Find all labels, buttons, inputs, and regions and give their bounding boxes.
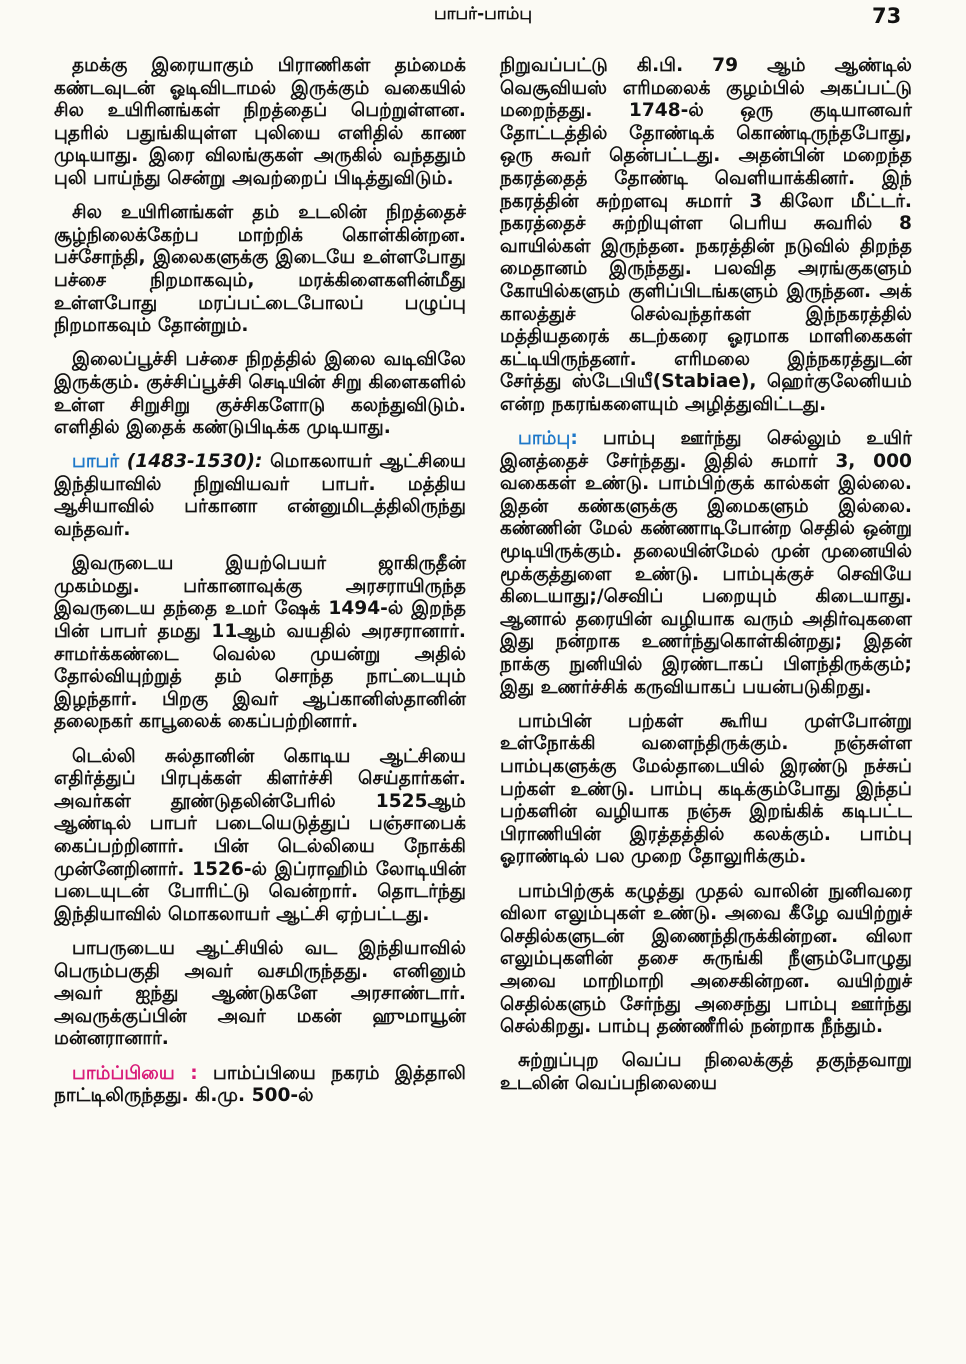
paragraph-snake-temperature: சுற்றுப்புற வெப்ப நிலைக்குத் தகுந்தவாறு உடலின் வெப்பநிலையை — [500, 1050, 912, 1094]
paragraph-prey-camouflage: தமக்கு இரையாகும் பிராணிகள் தம்மைக் கண்டவுடன் ஓடிவிடாமல் இருக்கும் வகையில் சில உயிரினங்கள் நிறத்தைப் பெற்றுள்ளன. புதரில் பதுங்கியுள்ள புலியை எளிதில் காண முடியாது. இரை விலங்குகள் அருகில் வந்ததும் புலி பாய்ந்து சென்று அவற்றைப் பிடித்துவிடும். — [54, 55, 466, 189]
entry-babar — [54, 451, 466, 541]
paragraph-babar-early-life: இவருடைய இயற்பெயர் ஜாகிருதீன் முகம்மது. பர்கானாவுக்கு அரசராயிருந்த இவருடைய தந்தை உமர் ஷேக் 1494-ல் இறந்த பின் பாபர் தமது 11ஆம் வயதில் அரசரானார். சாமர்க்கண்டை வெல்ல முயன்று அதில் தோல்வியுற்றுத் தம் சொந்த நாட்டையும் இழந்தார். பிறகு இவர் ஆப்கானிஸ்தானின் தலைநகர் காபூலைக் கைப்பற்றினார். — [54, 553, 466, 733]
paragraph-babar-conquest: டெல்லி சுல்தானின் கொடிய ஆட்சியை எதிர்த்துப் பிரபுக்கள் கிளர்ச்சி செய்தார்கள். அவர்கள் தூண்டுதலின்பேரில் 1525ஆம் ஆண்டில் பாபர் படையெடுத்துப் பஞ்சாபைக் கைப்பற்றினார். பின் டெல்லியை நோக்கி முன்னேறினார். 1526-ல் இப்ராஹிம் லோடியின் படையுடன் போரிட்டு வென்றார். தொடர்ந்து இந்தியாவில் மொகலாயர் ஆட்சி ஏற்பட்டது. — [54, 745, 466, 925]
paragraph-babar-rule: பாபருடைய ஆட்சியில் வட இந்தியாவில் பெரும்பகுதி அவர் வசமிருந்தது. எனினும் அவர் ஐந்து ஆண்டுகளே அரசாண்டார். அவருக்குப்பின் அவர் மகன் ஹுமாயூன் மன்னரானார். — [54, 937, 466, 1050]
page-number: 73 — [872, 4, 902, 28]
snake-intro-text: பாம்பு ஊர்ந்து செல்லும் உயிர் இனத்தைச் சேர்ந்தது. இதில் சுமார் 3, 000 வகைகள் உண்டு. பாம்பிற்குக் கால்கள் இல்லை. இதன் கண்களுக்கு இமைகளும் இல்லை. கண்ணின் மேல் கண்ணாடிபோன்ற செதில் ஒன்று மூடியிருக்கும். தலையின்மேல் முன் முனையில் மூக்குத்துளை உண்டு. பாம்புக்குச் செவியே கிடையாது;/செவிப் பறையும் கிடையாது. ஆனால் தரையின் வழியாக வரும் அதிர்வுகளை இது நன்றாக உணர்ந்துகொள்கின்றது; இதன் நாக்கு நுனியில் இரண்டாகப் பிளந்திருக்கும்; இது உணர்ச்சிக் கருவியாகப் பயன்படுகிறது. — [500, 428, 912, 698]
left-column — [54, 55, 466, 1119]
entry-heading-snake: பாம்பு: — [518, 428, 578, 450]
entry-pompeii — [54, 1063, 466, 1108]
running-header-title: பாபர்-பாம்பு — [434, 4, 532, 24]
paragraph-snake-ribs: பாம்பிற்குக் கழுத்து முதல் வாலின் நுனிவரை விலா எலும்புகள் உண்டு. அவை கீழே வயிற்றுச் செதில்களுடன் இணைந்திருக்கின்றன. விலா எலும்புகளின் தசை சுருங்கி நீளும்போழுது அவை மாறிமாறி அசைகின்றன. வயிற்றுச் செதில்களும் சேர்ந்து அசைந்து பாம்பு ஊர்ந்து செல்கிறது. பாம்பு தண்ணீரில் நன்றாக நீந்தும். — [500, 880, 912, 1038]
pompeii-intro-text: பாம்ப்பியை நகரம் இத்தாலி நாட்டிலிருந்தது. கி.மு. 500-ல் — [54, 1062, 466, 1107]
entry-heading-pompeii: பாம்ப்பியை : — [72, 1062, 198, 1084]
paragraph-chameleon: சில உயிரினங்கள் தம் உடலின் நிறத்தைச் சூழ்நிலைக்கேற்ப மாற்றிக் கொள்கின்றன. பச்சோந்தி, இலைகளுக்கு இடையே உள்ளபோது பச்சை நிறமாகவும், மரக்கிளைகளின்மீது உள்ளபோது மரப்பட்டைபோலப் பழுப்பு நிறமாகவும் தோன்றும். — [54, 202, 466, 337]
babar-intro-text: மொகலாயர் ஆட்சியை இந்தியாவில் நிறுவியவர் பாபர். மத்திய ஆசியாவில் பர்கானா என்னுமிடத்திலிருந்து வந்தவர். — [54, 451, 466, 541]
right-column — [500, 55, 912, 1107]
paragraph-leaf-insect: இலைப்பூச்சி பச்சை நிறத்தில் இலை வடிவிலே இருக்கும். குச்சிப்பூச்சி செடியின் சிறு கிளைகளில் உள்ள சிறுசிறு குச்சிகளோடு கலந்துவிடும். எளிதில் இதைக் கண்டுபிடிக்க முடியாது. — [54, 349, 466, 439]
babar-years: (1483-1530): — [126, 451, 263, 473]
entry-heading-babar: பாபர் — [72, 451, 120, 473]
entry-snake — [500, 428, 912, 699]
paragraph-snake-fangs: பாம்பின் பற்கள் கூரிய முள்போன்று உள்நோக்கி வளைந்திருக்கும். நஞ்சுள்ள பாம்புகளுக்கு மேல்தாடையில் இரண்டு நச்சுப் பற்கள் உண்டு. பாம்பு கடிக்கும்போது இந்தப் பற்களின் வழியாக நஞ்சு இறங்கிக் கடிபட்ட பிராணியின் இரத்தத்தில் கலக்கும். பாம்பு ஓராண்டில் பல முறை தோலுரிக்கும். — [500, 710, 912, 868]
paragraph-pompeii-continued: நிறுவப்பட்டு கி.பி. 79 ஆம் ஆண்டில் வெசூவியஸ் எரிமலைக் குழம்பில் அகப்பட்டு மறைந்தது. 1748-ல் ஒரு குடியானவர் தோட்டத்தில் தோண்டிக் கொண்டிருந்தபோது, ஒரு சுவர் தென்பட்டது. அதன்பின் மறைந்த நகரத்தைத் தோண்டி வெளியாக்கினர். இந் நகரத்தின் சுற்றளவு சுமார் 3 கிலோ மீட்டர். நகரத்தைச் சுற்றியுள்ள பெரிய சுவரில் 8 வாயில்கள் இருந்தன. நகரத்தின் நடுவில் திறந்த மைதானம் இருந்தது. பலவித அரங்குகளும் கோயில்களும் குளிப்பிடங்களும் இருந்தன. அக் காலத்துச் செல்வந்தர்கள் இந்நகரத்தில் மத்தியதரைக் கடற்கரை ஓரமாக மாளிகைகள் கட்டியிருந்தனர். எரிமலை இந்நகரத்துடன் சேர்த்து ஸ்டேபியீ(Stabiae), ஹெர்குலேனியம் என்ற நகரங்களையும் அழித்துவிட்டது. — [500, 55, 912, 415]
